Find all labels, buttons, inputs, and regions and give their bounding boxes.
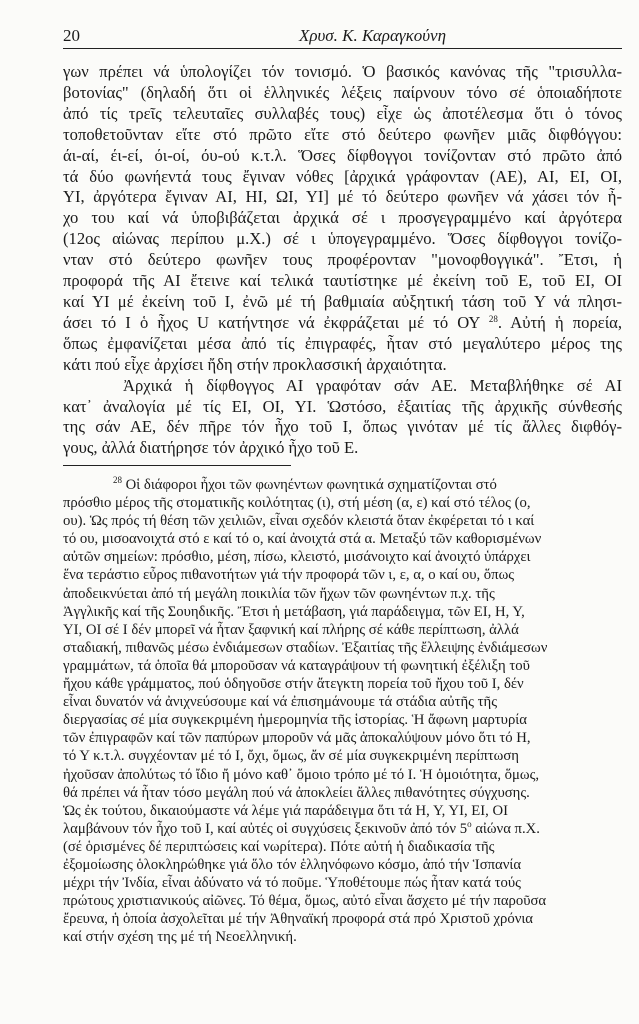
- footnote-line: ἤχου κάθε γράμματος, πού ὁδηγοῦσε στήν ἄτεγκτη πορεία τοῦ ἤχου τοῦ Ι, δέν: [63, 676, 524, 693]
- footnote-line: μέχρι τήν Ἰνδία, εἶναι ἀδύνατο νά τό ποῦμε. Ὑποθέτουμε πώς ἦταν κατά τούς: [63, 875, 521, 892]
- text-segment: Οἱ διάφοροι ἦχοι τῶν φωνηέντων φωνητικά σχηματίζονται στό: [122, 477, 497, 493]
- footnote: [63, 476, 611, 946]
- text-line: κάτι πού εἶχε ἀρχίσει ἤδη στήν προκλασσική ἀρχαιότητα.: [63, 354, 447, 374]
- text-line: ἀπό τίς τρεῖς τελευταῖες συλλαβές τους) εἶχε ὡς ἀποτέλεσμα ὅτι ὁ τόνος: [63, 103, 622, 123]
- footnote-line: ἀποδεικνύεται ἀπό τή μεγάλη ποικιλία τῶν ἤχων τῶν φωνηέντων π.χ. τῆς: [63, 585, 495, 602]
- footnote-line: γραμμάτων, τά ὁποῖα θά μποροῦσαν νά καταγράψουν τή φωνητική ἐξέλιξη τοῦ: [63, 657, 530, 674]
- footnote-line: ἔρευνα, ἡ ὁποία ἀσχολεῖται μέ τήν Ἀθηναϊκή προφορά στά πρό Χριστοῦ χρόνια: [63, 911, 534, 928]
- footnote-line: (σέ ὁρισμένες δέ περιπτώσεις καί νωρίτερα). Πότε αὐτή ἡ διαδικασία τῆς: [63, 838, 495, 855]
- text-segment: αἰώνα π.Χ.: [471, 820, 540, 837]
- footnote-line: ου). Ὡς πρός τή θέση τῶν χειλιῶν, εἶναι σχεδόν κλειστά ὅταν ἐκφέρεται τό ι καί: [63, 513, 535, 530]
- text-line: τά δύο φωνήεντά τους ἔγιναν νόθες [ἀρχικά γράφονταν (ΑΕ), ΑΙ, ΕΙ, ΟΙ,: [63, 166, 622, 186]
- footnote-line: Ἀγγλικῆς καί τῆς Σουηδικῆς. Ἔτσι ἡ μετάβαση, γιά παράδειγμα, τῶν ΕΙ, Η, Υ,: [63, 603, 525, 620]
- text-line: άι-αί, έι-εί, όι-οί, όυ-ού κ.τ.λ. Ὅσες δίφθογγοι τονίζονταν στό πρῶτο ἀπό: [63, 145, 622, 165]
- footnote-line: πρώτους χριστιανικούς αἰῶνες. Τό θέμα, ὅμως, αὐτό εἶναι ἄσχετο μέ τήν παροῦσα: [63, 893, 547, 910]
- footnote-line: αὐτῶν σημείων: πρόσθιο, μέση, πίσω, κλειστό, μισάνοιχτο καί ἀνοιχτό ὑπάρχει: [63, 549, 531, 566]
- footnote-line: διεργασίας σέ μία συγκεκριμένη ἡμερομηνία τῆς ἱστορίας. Ἡ ἄφωνη μαρτυρία: [63, 712, 527, 729]
- text-line: γους, ἀλλά διατήρησε τόν ἀρχικό ἦχο τοῦ Ε.: [63, 438, 359, 458]
- footnote-line: τό Υ κ.τ.λ. συγχέονταν μέ τό Ι, ὄχι, ὅμως, ἄν σέ μία συγκεκριμένη περίπτωση: [63, 748, 519, 765]
- text-line: γων πρέπει νά ὑπολογίζει τόν τονισμό. Ὁ βασικός κανόνας τῆς "τρισυλλα-: [63, 62, 622, 81]
- footnote-line: σταδιακή, πιθανῶς μέσω ἐνδιάμεσων σταδίων. Ἐξαιτίας τῆς ἔλλειψης ἐνδιάμεσων: [63, 639, 548, 656]
- footnote-line: καί στήν σχέση της μέ τή Νεοελληνική.: [63, 929, 297, 946]
- footnote-number: 28: [113, 475, 122, 485]
- footnote-line: Ὡς ἐκ τούτου, δικαιούμαστε νά λέμε γιά παράδειγμα ὅτι τά Η, Υ, ΥΙ, ΕΙ, ΟΙ: [63, 802, 509, 819]
- text-line: ὅπως ἐμφανίζεται μέσα ἀπό τίς ἐπιγραφές, ἦταν στό μεγαλύτερο μέρος της: [63, 333, 622, 353]
- text-line: Ἀρχικά ἡ δίφθογγος ΑΙ γραφόταν σάν ΑΕ. Μεταβλήθηκε σέ ΑΙ: [123, 375, 622, 395]
- footnote-line: τό ου, μισοανοιχτά στό ε καί τό ο, καί ἀνοιχτά στά α. Μεταξύ τῶν καθορισμένων: [63, 531, 542, 548]
- footnote-line: ΥΙ, ΟΙ σέ Ι δέν μπορεῖ νά ἦταν ξαφνική καί πλήρης σέ κάθε περίπτωση, ἀλλά: [63, 621, 519, 638]
- footnote-line: [63, 476, 611, 494]
- text-segment: λαμβάνουν τόν ἦχο τοῦ Ι, καί αὐτές οἱ συγχύσεις ξεκινοῦν ἀπό τόν 5: [63, 820, 468, 837]
- ordinal-superscript: ο: [467, 818, 472, 829]
- footnote-line: [63, 820, 611, 838]
- text-line: νταν στό δεύτερο φωνῆεν τους προφέρονταν "μονοφθογγικά". Ἔτσι, ἡ: [63, 250, 622, 270]
- footnote-line: θά πρέπει νά ἦταν τόσο μεγάλη πού νά ἀποκλείει ἄλλες πιθανότητες σύγχυσης.: [63, 784, 530, 801]
- main-text: [63, 62, 622, 459]
- text-line: της σάν ΑΕ, δέν πῆρε τόν ἦχο τοῦ Ι, ὅπως γινόταν μέ τίς ἄλλες διφθόγ-: [63, 417, 622, 437]
- text-line: [63, 313, 622, 334]
- footnote-line: εἶναι δυνατόν νά ἀνιχνεύσουμε καί νά ἐπισημάνουμε τά στάδια αὐτῆς τῆς: [63, 694, 498, 711]
- footnote-line: ἐξομοίωσης ὁλοκληρώθηκε γιά ὅλο τόν ἑλληνόφωνο κόσμο, ἀπό τήν Ἱσπανία: [63, 856, 522, 873]
- text-line: βοτονίας" (δηλαδή ὅτι οἱ ἑλληνικές λέξεις παίρνουν τόνο σέ ὁποιαδήποτε: [63, 82, 622, 102]
- footnote-line: τῶν ἐπιγραφῶν καί τῶν παπύρων μποροῦν νά μᾶς ἀποκαλύψουν μόνο ὅτι τό Η,: [63, 730, 531, 747]
- text-line: ΥΙ, ἀργότερα ἔγιναν ΑΙ, ΗΙ, ΩΙ, ΥΙ] μέ τό δεύτερο φωνῆεν νά χάσει τόν ἦ-: [63, 187, 622, 207]
- text-line: (12ος αἰώνας περίπου μ.Χ.) σέ ι ὑπογεγραμμένο. Ὅσες δίφθογγοι τονίζο-: [63, 229, 622, 249]
- text-line: κατ᾽ ἀναλογία μέ τίς ΕΙ, ΟΙ, ΥΙ. Ὡστόσο, ἐξαιτίας τῆς ἀρχικῆς σύνθεσής: [63, 396, 622, 416]
- text-line: καί ΥΙ μέ ἐκείνη τοῦ Ι, ἐνῶ μέ τή βαθμιαία αὐξητική τάση τοῦ Υ νά πλησι-: [63, 291, 622, 311]
- text-line: προφορά τῆς ΑΙ ἔτεινε καί τελικά ταυτίστηκε μέ ἐκείνη τοῦ Ε, τοῦ ΕΙ, ΟΙ: [63, 271, 622, 291]
- footnote-line: πρόσθιο μέρος τῆς στοματικῆς κοιλότητας (ι), στή μέση (α, ε) καί στό τέλος (ο,: [63, 495, 531, 512]
- text-segment: άσει τό Ι ὁ ἦχος U κατήντησε νά ἐκφράζεται μέ τό ΟΥ: [63, 312, 489, 332]
- text-segment: . Αὐτή ἡ πορεία,: [497, 312, 622, 332]
- page-number: 20: [63, 26, 80, 45]
- footnote-line: ἕνα τεράστιο εὖρος πιθανοτήτων γιά τήν προφορά τῶν ι, ε, α, ο καί ου, ὅπως: [63, 567, 515, 584]
- running-title: Χρυσ. Κ. Καραγκούνη: [298, 26, 447, 45]
- text-line: χο του καί νά ὑποβιβάζεται ἀρχικά σέ ι προσγεγραμμένο καί ἀργότερα: [63, 208, 622, 228]
- footnote-divider: [63, 465, 291, 466]
- text-line: τοποθετοῦνταν εἴτε στό πρῶτο εἴτε στό δεύτερο φωνῆεν μιᾶς διφθόγγου:: [63, 124, 622, 144]
- running-header: [63, 24, 622, 49]
- footnote-reference[interactable]: 28: [488, 313, 498, 324]
- footnote-line: ἠχοῦσαν ἀπολύτως τό ἴδιο ἤ μόνο καθ᾽ ὅμοιο τρόπο μέ τό Ι. Ἡ ὁμοιότητα, ὅμως,: [63, 766, 540, 783]
